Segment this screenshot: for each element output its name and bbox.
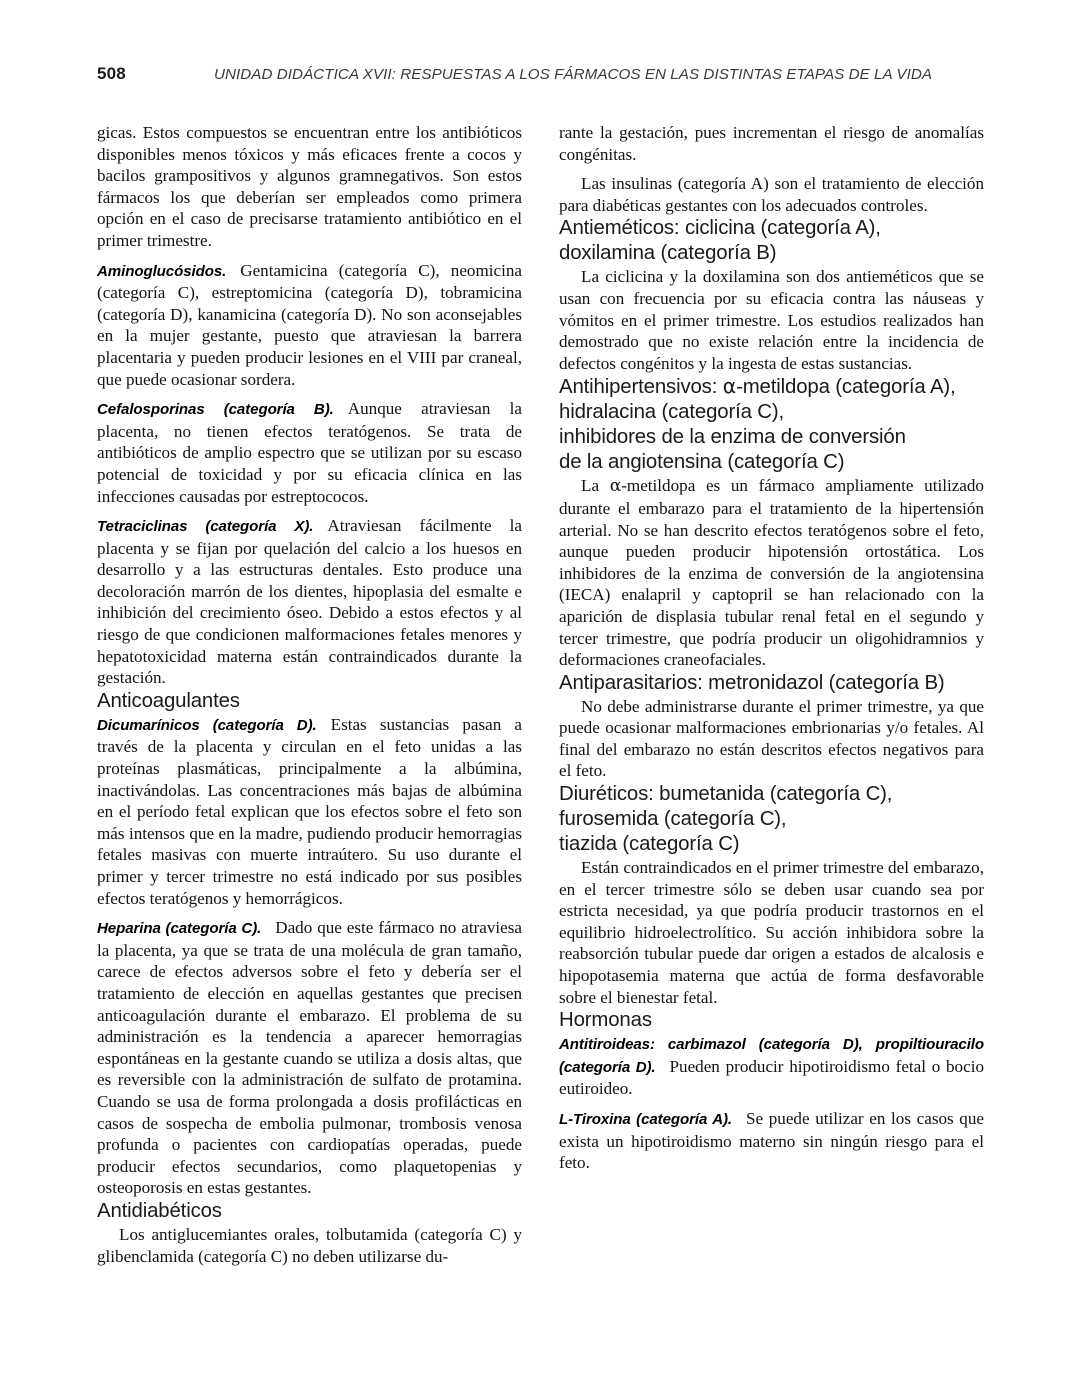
alpha-symbol: α [609, 476, 622, 497]
right-column [559, 122, 984, 1332]
heading-line-3: tiazida (categoría C) [559, 833, 740, 856]
runin-heading-aminoglucosidos: Aminoglucósidos. [97, 262, 227, 280]
paragraph-diureticos: Están contraindicados en el primer trimestre del embarazo, en el tercer trimestre sólo se deben usar cuando sea por estricta necesidad, ya que podría producir trastornos en el equilibrio hidroelectrolítico. Su acción inhibidora sobre la reabsorción tubular puede dar origen a estados de alcalosis e hipopotasemia materna que actúa de forma desfavorable sobre el bienestar fetal. [559, 858, 984, 1007]
section-heading-hormonas: Hormonas [559, 1009, 652, 1032]
paragraph-text-pre: La [581, 476, 610, 496]
page-number: 508 [97, 64, 126, 83]
heading-line-1-pre: Antihipertensivos: [559, 376, 723, 399]
runin-heading-tetraciclinas: Tetraciclinas (categoría X). [97, 518, 314, 536]
paragraph-ltiroxina [559, 1108, 984, 1174]
paragraph-text: Dado que este fármaco no atraviesa la placenta, ya que se trata de una molécula de gran tamaño, carece de efectos adversos sobre el feto y debería ser el tratamiento de elección en aquellas gestantes que precisen anticoagulación durante el embarazo. El problema de su administración es la tendencia a aparecer hemorragias espontáneas en la gestante cuando se utiliza a dosis altas, que es reversible con la administración de sulfato de protamina. Cuando se usa de forma prolongada a dosis profilácticas en casos de sospecha de embolia pulmonar, trombosis venosa profunda o pacientes con cardiopatías operadas, puede producir efectos secundarios, como plaquetopenias y osteoporosis en estas gestantes. [97, 918, 522, 1198]
paragraph-text: Gentamicina (categoría C), neomicina (categoría C), estreptomicina (categoría D), tobramicina (categoría D), kanamicina (categoría D). No son aconsejables en la mujer gestante, puesto que atraviesan la barrera placentaria y pueden producir lesiones en el VIII par craneal, que puede ocasionar sordera. [97, 260, 522, 389]
body-columns [97, 122, 984, 1332]
section-heading-antihipertensivos [559, 374, 984, 475]
paragraph-text: Se puede utilizar en los casos que exista un hipotiroidismo materno sin ningún riesgo para el feto. [559, 1109, 984, 1173]
running-head [97, 64, 984, 90]
paragraph-cefalosporinas [97, 398, 522, 507]
paragraph-dicumarinicos [97, 714, 522, 909]
paragraph-antidiabeticos: Los antiglucemiantes orales, tolbutamida (categoría C) y glibenclamida (categoría C) no deben utilizarse du- [97, 1224, 522, 1266]
heading-line-3: inhibidores de la enzima de conversión [559, 426, 906, 449]
runin-heading-ltiroxina: L-Tiroxina (categoría A). [559, 1111, 733, 1128]
paragraph-text: Atraviesan fácilmente la placenta y se fijan por quelación del calcio a los huesos en desarrollo y a las estructuras dentales. Esto produce una decoloración marrón de los dientes, hipoplasia del esmalte e inhibición del crecimiento óseo. Debido a estos efectos y al riesgo de que condicionen malformaciones fetales menores y hepatotoxicidad materna están contraindicados durante la gestación. [97, 516, 522, 688]
paragraph-antiparasitarios: No debe administrarse durante el primer trimestre, ya que puede ocasionar malformaciones embrionarias y/o fetales. Al final del embarazo no están descritos efectos negativos para el feto. [559, 696, 984, 781]
paragraph-text: Pueden producir hipotiroidismo fetal o bocio eutiroideo. [559, 1056, 984, 1099]
running-title: UNIDAD DIDÁCTICA XVII: RESPUESTAS A LOS FÁRMACOS EN LAS DISTINTAS ETAPAS DE LA VIDA [213, 66, 933, 83]
runin-heading-dicumarinicos: Dicumarínicos (categoría D). [97, 716, 317, 734]
paragraph-tetraciclinas [97, 515, 522, 689]
section-heading-antidiabeticos: Antidiabéticos [97, 1199, 222, 1222]
section-heading-antiemeticos [559, 216, 984, 266]
paragraph-insulinas: Las insulinas (categoría A) son el tratamiento de elección para diabéticas gestantes con los adecuados controles. [559, 174, 984, 215]
heading-line-4: de la angiotensina (categoría C) [559, 451, 845, 474]
paragraph-antihipertensivos [559, 475, 984, 670]
heading-line-1: Diuréticos: bumetanida (categoría C), [559, 783, 893, 806]
heading-line-1: Antieméticos: ciclicina (categoría A), [559, 217, 881, 240]
heading-line-2: hidralacina (categoría C), [559, 401, 785, 424]
section-heading-diureticos [559, 782, 984, 857]
runin-heading-antitiroideas: Antitiroideas: carbimazol (categoría D), propiltiouracilo (categoría D). [559, 1036, 984, 1076]
paragraph-aminoglucosidos [97, 260, 522, 391]
paragraph-text-post: -metildopa es un fármaco ampliamente utilizado durante el embarazo para el tratamiento de la hipertensión arterial. No se han descrito efectos teratógenos sobre el feto, aunque pueden producir hipotensión ortostática. Los inhibidores de la enzima de conversión de la angiotensina (IECA) enalapril y captopril se han relacionado con la aparición de displasia tubular renal fetal en el segundo y tercer trimestre, que podría producir un oligohidramnios y deformaciones craneofaciales. [559, 476, 984, 670]
paragraph-heparina [97, 917, 522, 1199]
paragraph-antitiroideas [559, 1033, 984, 1100]
section-heading-antiparasitarios: Antiparasitarios: metronidazol (categoría B) [559, 671, 945, 694]
paragraph-continued: gicas. Estos compuestos se encuentran entre los antibióticos disponibles menos tóxicos y más eficaces frente a cocos y bacilos grampositivos y algunos gramnegativos. Son estos fármacos los que deberían ser empleados como primera opción en el caso de precisarse tratamiento antibiótico en el primer trimestre. [97, 123, 522, 250]
runin-heading-heparina: Heparina (categoría C). [97, 920, 262, 938]
runin-heading-cefalosporinas: Cefalosporinas (categoría B). [97, 401, 334, 419]
section-heading-anticoagulantes: Anticoagulantes [97, 689, 240, 712]
heading-line-2: doxilamina (categoría B) [559, 242, 777, 265]
paragraph-continued-gestacion: rante la gestación, pues incrementan el riesgo de anomalías congénitas. [559, 123, 984, 164]
left-column [97, 122, 522, 1332]
alpha-symbol: α [722, 374, 737, 399]
heading-line-2: furosemida (categoría C), [559, 808, 787, 831]
heading-line-1-post: -metildopa (categoría A), [736, 376, 956, 399]
paragraph-text: Estas sustancias pasan a través de la placenta y circulan en el feto unidas a las proteínas plasmáticas, principalmente a la albúmina, inactivándolas. Las concentraciones más bajas de albúmina en el período fetal explican que los efectos sobre el feto son más intensos que en la madre, pudiendo producir hemorragias fetales masivas con muerte intraútero. Su uso durante el primer y tercer trimestre no está indicado por sus posibles efectos teratógenos y hemorrágicos. [97, 714, 522, 908]
paragraph-text: Aunque atraviesan la placenta, no tienen efectos teratógenos. Se trata de antibióticos de amplio espectro que se utilizan por su escaso potencial de toxicidad y por su eficacia clínica en las infecciones causadas por estreptococos. [97, 399, 522, 506]
paragraph-antiemeticos: La ciclicina y la doxilamina son dos antieméticos que se usan con frecuencia por su eficacia contra las náuseas y vómitos en el primer trimestre. Los estudios realizados han demostrado que no existe relación entre la incidencia de defectos congénitos y la ingesta de estas sustancias. [559, 267, 984, 373]
